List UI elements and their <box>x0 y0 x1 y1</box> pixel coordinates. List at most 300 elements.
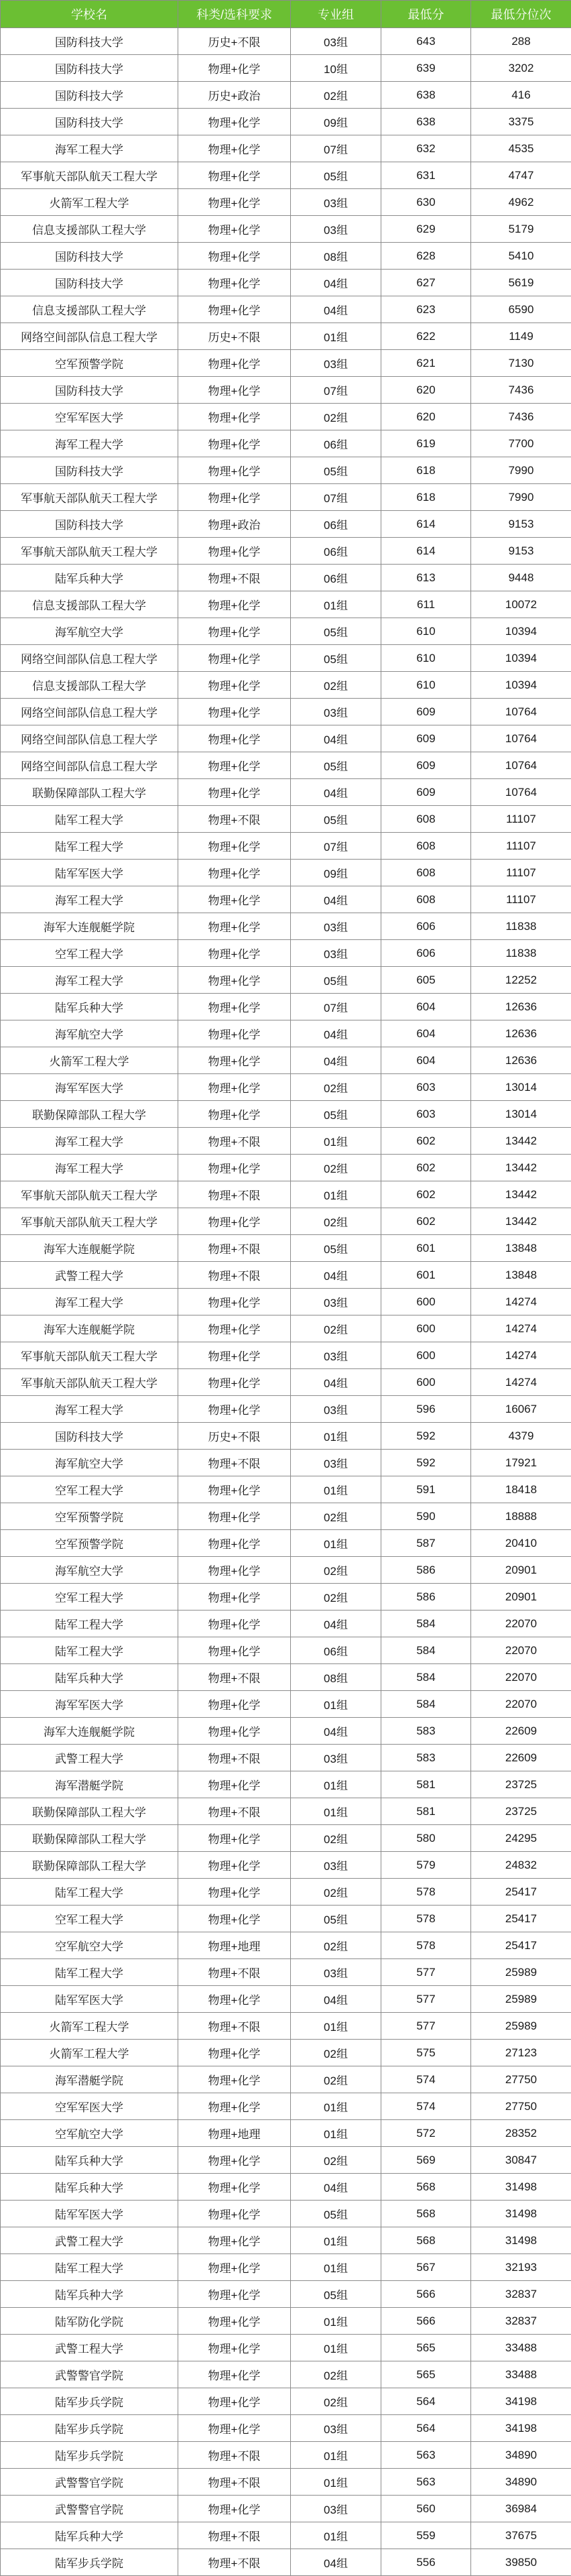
cell-min-rank: 34198 <box>471 2388 571 2415</box>
cell-min-rank: 34198 <box>471 2415 571 2442</box>
table-row <box>1 1718 571 1745</box>
table-row <box>1 1235 571 1262</box>
cell-major-group: 04组 <box>291 1718 381 1745</box>
table-row <box>1 2335 571 2361</box>
cell-min-score: 631 <box>381 162 471 189</box>
cell-major-group: 02组 <box>291 2361 381 2388</box>
cell-school-name: 陆军兵种大学 <box>1 565 178 591</box>
cell-major-group: 04组 <box>291 1262 381 1289</box>
cell-min-score: 568 <box>381 2227 471 2254</box>
cell-school-name: 海军工程大学 <box>1 1289 178 1315</box>
cell-min-rank: 25989 <box>471 1986 571 2013</box>
cell-major-group: 05组 <box>291 457 381 484</box>
cell-subject-requirement: 物理+化学 <box>178 1315 291 1342</box>
cell-subject-requirement: 物理+化学 <box>178 725 291 752</box>
cell-school-name: 网络空间部队信息工程大学 <box>1 752 178 779</box>
cell-major-group: 04组 <box>291 2549 381 2576</box>
cell-school-name: 国防科技大学 <box>1 1423 178 1450</box>
cell-major-group: 05组 <box>291 162 381 189</box>
cell-min-score: 610 <box>381 645 471 672</box>
cell-major-group: 05组 <box>291 752 381 779</box>
cell-min-score: 577 <box>381 1959 471 1986</box>
cell-min-score: 564 <box>381 2415 471 2442</box>
table-row <box>1 2415 571 2442</box>
cell-school-name: 武警警官学院 <box>1 2361 178 2388</box>
cell-school-name: 陆军工程大学 <box>1 1959 178 1986</box>
cell-min-rank: 36984 <box>471 2496 571 2522</box>
cell-min-score: 584 <box>381 1611 471 1637</box>
cell-min-rank: 7700 <box>471 430 571 457</box>
cell-min-score: 629 <box>381 216 471 243</box>
cell-min-rank: 24295 <box>471 1825 571 1852</box>
table-row <box>1 1101 571 1128</box>
cell-major-group: 02组 <box>291 1932 381 1959</box>
cell-min-rank: 11838 <box>471 940 571 967</box>
cell-school-name: 海军大连舰艇学院 <box>1 1315 178 1342</box>
cell-major-group: 03组 <box>291 2496 381 2522</box>
cell-subject-requirement: 物理+化学 <box>178 1771 291 1798</box>
table-row <box>1 860 571 886</box>
cell-min-score: 602 <box>381 1208 471 1235</box>
cell-school-name: 陆军步兵学院 <box>1 2415 178 2442</box>
cell-subject-requirement: 物理+化学 <box>178 270 291 296</box>
cell-min-rank: 11107 <box>471 860 571 886</box>
cell-subject-requirement: 物理+化学 <box>178 2227 291 2254</box>
cell-subject-requirement: 物理+化学 <box>178 1369 291 1396</box>
cell-major-group: 06组 <box>291 430 381 457</box>
cell-min-rank: 6590 <box>471 296 571 323</box>
cell-subject-requirement: 物理+化学 <box>178 1825 291 1852</box>
cell-major-group: 04组 <box>291 1611 381 1637</box>
cell-min-score: 583 <box>381 1718 471 1745</box>
cell-major-group: 02组 <box>291 2388 381 2415</box>
table-row <box>1 833 571 860</box>
cell-subject-requirement: 物理+化学 <box>178 1503 291 1530</box>
cell-major-group: 01组 <box>291 2254 381 2281</box>
cell-min-score: 609 <box>381 779 471 806</box>
cell-subject-requirement: 物理+化学 <box>178 1611 291 1637</box>
cell-school-name: 海军航空大学 <box>1 1020 178 1047</box>
cell-major-group: 02组 <box>291 1155 381 1181</box>
cell-subject-requirement: 物理+化学 <box>178 1208 291 1235</box>
table-row <box>1 270 571 296</box>
cell-school-name: 陆军兵种大学 <box>1 994 178 1020</box>
cell-school-name: 海军军医大学 <box>1 1074 178 1101</box>
cell-min-rank: 10394 <box>471 645 571 672</box>
cell-subject-requirement: 历史+政治 <box>178 82 291 109</box>
table-row <box>1 2308 571 2335</box>
cell-min-rank: 288 <box>471 28 571 55</box>
table-row <box>1 806 571 833</box>
cell-min-score: 610 <box>381 672 471 699</box>
table-row <box>1 1745 571 1771</box>
table-row <box>1 1208 571 1235</box>
cell-major-group: 04组 <box>291 1020 381 1047</box>
cell-min-score: 627 <box>381 270 471 296</box>
cell-major-group: 02组 <box>291 1825 381 1852</box>
cell-subject-requirement: 物理+化学 <box>178 1155 291 1181</box>
cell-subject-requirement: 物理+化学 <box>178 2040 291 2066</box>
cell-major-group: 03组 <box>291 1289 381 1315</box>
cell-school-name: 陆军步兵学院 <box>1 2442 178 2469</box>
cell-subject-requirement: 物理+化学 <box>178 591 291 618</box>
cell-min-rank: 16067 <box>471 1396 571 1423</box>
cell-min-rank: 14274 <box>471 1342 571 1369</box>
cell-school-name: 网络空间部队信息工程大学 <box>1 725 178 752</box>
cell-major-group: 05组 <box>291 2201 381 2227</box>
cell-school-name: 海军大连舰艇学院 <box>1 913 178 940</box>
table-row <box>1 752 571 779</box>
table-row <box>1 430 571 457</box>
cell-min-rank: 13442 <box>471 1128 571 1155</box>
cell-min-rank: 25417 <box>471 1932 571 1959</box>
cell-min-rank: 33488 <box>471 2335 571 2361</box>
cell-subject-requirement: 物理+化学 <box>178 216 291 243</box>
cell-subject-requirement: 物理+不限 <box>178 1745 291 1771</box>
cell-min-rank: 22070 <box>471 1691 571 1718</box>
cell-subject-requirement: 物理+化学 <box>178 296 291 323</box>
cell-min-score: 577 <box>381 2013 471 2040</box>
cell-school-name: 火箭军工程大学 <box>1 2013 178 2040</box>
cell-subject-requirement: 物理+化学 <box>178 457 291 484</box>
cell-major-group: 04组 <box>291 886 381 913</box>
table-row <box>1 2066 571 2093</box>
cell-min-score: 609 <box>381 752 471 779</box>
table-row <box>1 1852 571 1879</box>
cell-min-score: 606 <box>381 940 471 967</box>
table-row <box>1 1155 571 1181</box>
cell-min-rank: 10764 <box>471 725 571 752</box>
table-row <box>1 1128 571 1155</box>
cell-school-name: 海军大连舰艇学院 <box>1 1235 178 1262</box>
cell-subject-requirement: 物理+化学 <box>178 2415 291 2442</box>
cell-min-score: 606 <box>381 913 471 940</box>
cell-major-group: 07组 <box>291 833 381 860</box>
header-subject-requirement: 科类/选科要求 <box>178 1 291 28</box>
cell-major-group: 07组 <box>291 377 381 404</box>
cell-school-name: 海军工程大学 <box>1 1396 178 1423</box>
cell-school-name: 陆军军医大学 <box>1 1986 178 2013</box>
cell-school-name: 国防科技大学 <box>1 28 178 55</box>
table-row <box>1 1798 571 1825</box>
cell-major-group: 03组 <box>291 1959 381 1986</box>
cell-subject-requirement: 物理+化学 <box>178 1584 291 1611</box>
cell-subject-requirement: 物理+不限 <box>178 2549 291 2576</box>
cell-school-name: 网络空间部队信息工程大学 <box>1 645 178 672</box>
table-row <box>1 725 571 752</box>
cell-major-group: 02组 <box>291 1879 381 1906</box>
cell-subject-requirement: 物理+化学 <box>178 1074 291 1101</box>
cell-min-score: 586 <box>381 1557 471 1584</box>
cell-school-name: 空军预警学院 <box>1 1503 178 1530</box>
cell-subject-requirement: 物理+化学 <box>178 430 291 457</box>
cell-major-group: 01组 <box>291 323 381 350</box>
cell-min-rank: 12252 <box>471 967 571 994</box>
cell-school-name: 信息支援部队工程大学 <box>1 591 178 618</box>
cell-school-name: 联勤保障部队工程大学 <box>1 1852 178 1879</box>
cell-subject-requirement: 物理+化学 <box>178 2361 291 2388</box>
table-row <box>1 2522 571 2549</box>
cell-major-group: 05组 <box>291 618 381 645</box>
cell-min-score: 579 <box>381 1852 471 1879</box>
cell-school-name: 陆军兵种大学 <box>1 2147 178 2174</box>
cell-major-group: 05组 <box>291 806 381 833</box>
cell-min-score: 604 <box>381 1047 471 1074</box>
cell-school-name: 海军潜艇学院 <box>1 2066 178 2093</box>
cell-major-group: 02组 <box>291 1074 381 1101</box>
cell-subject-requirement: 物理+化学 <box>178 1986 291 2013</box>
cell-min-rank: 9448 <box>471 565 571 591</box>
cell-school-name: 海军工程大学 <box>1 886 178 913</box>
cell-school-name: 国防科技大学 <box>1 82 178 109</box>
table-row <box>1 296 571 323</box>
cell-school-name: 陆军军医大学 <box>1 860 178 886</box>
cell-min-score: 611 <box>381 591 471 618</box>
table-row <box>1 886 571 913</box>
cell-school-name: 军事航天部队航天工程大学 <box>1 538 178 565</box>
cell-min-score: 630 <box>381 189 471 216</box>
cell-min-score: 565 <box>381 2335 471 2361</box>
table-row <box>1 1289 571 1315</box>
cell-min-score: 581 <box>381 1771 471 1798</box>
cell-min-rank: 13848 <box>471 1235 571 1262</box>
cell-subject-requirement: 物理+化学 <box>178 2281 291 2308</box>
cell-min-rank: 25417 <box>471 1879 571 1906</box>
table-row <box>1 2147 571 2174</box>
cell-major-group: 02组 <box>291 1584 381 1611</box>
cell-min-rank: 18418 <box>471 1476 571 1503</box>
table-row <box>1 2040 571 2066</box>
cell-min-rank: 10764 <box>471 779 571 806</box>
cell-min-score: 608 <box>381 806 471 833</box>
cell-min-score: 569 <box>381 2147 471 2174</box>
cell-min-score: 622 <box>381 323 471 350</box>
cell-subject-requirement: 物理+化学 <box>178 1530 291 1557</box>
cell-subject-requirement: 物理+化学 <box>178 1396 291 1423</box>
cell-min-rank: 20901 <box>471 1557 571 1584</box>
table-row <box>1 2496 571 2522</box>
cell-min-score: 621 <box>381 350 471 377</box>
cell-subject-requirement: 物理+化学 <box>178 779 291 806</box>
cell-school-name: 陆军工程大学 <box>1 2254 178 2281</box>
cell-min-score: 596 <box>381 1396 471 1423</box>
cell-major-group: 06组 <box>291 1637 381 1664</box>
cell-school-name: 陆军步兵学院 <box>1 2549 178 2576</box>
cell-school-name: 联勤保障部队工程大学 <box>1 1798 178 1825</box>
cell-major-group: 06组 <box>291 538 381 565</box>
cell-min-rank: 5410 <box>471 243 571 270</box>
table-row <box>1 135 571 162</box>
cell-min-score: 578 <box>381 1932 471 1959</box>
cell-major-group: 02组 <box>291 2066 381 2093</box>
cell-major-group: 05组 <box>291 967 381 994</box>
table-row <box>1 457 571 484</box>
table-body <box>1 28 571 2576</box>
cell-major-group: 10组 <box>291 55 381 82</box>
cell-min-score: 614 <box>381 511 471 538</box>
cell-major-group: 03组 <box>291 1450 381 1476</box>
cell-min-score: 566 <box>381 2281 471 2308</box>
cell-subject-requirement: 物理+化学 <box>178 2308 291 2335</box>
cell-major-group: 03组 <box>291 2415 381 2442</box>
cell-major-group: 05组 <box>291 1101 381 1128</box>
table-row <box>1 779 571 806</box>
cell-subject-requirement: 物理+不限 <box>178 1128 291 1155</box>
cell-min-score: 628 <box>381 243 471 270</box>
cell-min-score: 601 <box>381 1235 471 1262</box>
table-row <box>1 1771 571 1798</box>
cell-school-name: 空军工程大学 <box>1 940 178 967</box>
cell-major-group: 01组 <box>291 1771 381 1798</box>
cell-min-score: 600 <box>381 1315 471 1342</box>
cell-min-rank: 12636 <box>471 1020 571 1047</box>
cell-major-group: 01组 <box>291 2522 381 2549</box>
cell-school-name: 海军工程大学 <box>1 967 178 994</box>
cell-min-rank: 13848 <box>471 1262 571 1289</box>
cell-min-rank: 31498 <box>471 2227 571 2254</box>
cell-major-group: 02组 <box>291 1557 381 1584</box>
cell-min-rank: 7436 <box>471 377 571 404</box>
cell-min-score: 600 <box>381 1342 471 1369</box>
cell-major-group: 01组 <box>291 1798 381 1825</box>
cell-subject-requirement: 物理+不限 <box>178 2013 291 2040</box>
cell-min-score: 638 <box>381 82 471 109</box>
cell-min-rank: 4747 <box>471 162 571 189</box>
cell-subject-requirement: 物理+化学 <box>178 886 291 913</box>
cell-major-group: 01组 <box>291 1691 381 1718</box>
cell-min-score: 610 <box>381 618 471 645</box>
table-row <box>1 1906 571 1932</box>
cell-min-score: 566 <box>381 2308 471 2335</box>
cell-min-score: 623 <box>381 296 471 323</box>
cell-school-name: 信息支援部队工程大学 <box>1 672 178 699</box>
cell-subject-requirement: 物理+化学 <box>178 2147 291 2174</box>
cell-min-score: 591 <box>381 1476 471 1503</box>
cell-min-score: 556 <box>381 2549 471 2576</box>
table-header <box>1 1 571 28</box>
cell-subject-requirement: 物理+不限 <box>178 565 291 591</box>
cell-min-rank: 39850 <box>471 2549 571 2576</box>
cell-min-score: 618 <box>381 457 471 484</box>
cell-school-name: 联勤保障部队工程大学 <box>1 1101 178 1128</box>
cell-min-rank: 7436 <box>471 404 571 430</box>
cell-subject-requirement: 物理+不限 <box>178 1664 291 1691</box>
cell-major-group: 04组 <box>291 2174 381 2201</box>
cell-major-group: 03组 <box>291 216 381 243</box>
cell-school-name: 空军军医大学 <box>1 404 178 430</box>
cell-subject-requirement: 物理+化学 <box>178 404 291 430</box>
cell-major-group: 03组 <box>291 913 381 940</box>
cell-school-name: 军事航天部队航天工程大学 <box>1 1181 178 1208</box>
cell-school-name: 军事航天部队航天工程大学 <box>1 1208 178 1235</box>
cell-min-score: 567 <box>381 2254 471 2281</box>
cell-subject-requirement: 物理+化学 <box>178 1879 291 1906</box>
cell-min-score: 609 <box>381 725 471 752</box>
cell-major-group: 03组 <box>291 28 381 55</box>
cell-school-name: 信息支援部队工程大学 <box>1 216 178 243</box>
table-row <box>1 377 571 404</box>
cell-min-rank: 1149 <box>471 323 571 350</box>
table-row <box>1 2227 571 2254</box>
table-row <box>1 189 571 216</box>
cell-school-name: 海军航空大学 <box>1 1450 178 1476</box>
cell-subject-requirement: 物理+化学 <box>178 672 291 699</box>
cell-school-name: 武警工程大学 <box>1 2335 178 2361</box>
cell-major-group: 04组 <box>291 725 381 752</box>
cell-min-score: 608 <box>381 833 471 860</box>
cell-min-rank: 32837 <box>471 2281 571 2308</box>
cell-min-rank: 37675 <box>471 2522 571 2549</box>
cell-major-group: 04组 <box>291 1986 381 2013</box>
table-row <box>1 1342 571 1369</box>
cell-min-rank: 11838 <box>471 913 571 940</box>
cell-min-score: 614 <box>381 538 471 565</box>
cell-school-name: 武警工程大学 <box>1 1745 178 1771</box>
cell-min-score: 608 <box>381 860 471 886</box>
cell-school-name: 火箭军工程大学 <box>1 189 178 216</box>
cell-min-rank: 22070 <box>471 1637 571 1664</box>
cell-min-score: 564 <box>381 2388 471 2415</box>
cell-major-group: 09组 <box>291 860 381 886</box>
cell-subject-requirement: 物理+化学 <box>178 833 291 860</box>
cell-major-group: 05组 <box>291 2281 381 2308</box>
cell-major-group: 03组 <box>291 1852 381 1879</box>
cell-min-rank: 4962 <box>471 189 571 216</box>
header-min-score: 最低分 <box>381 1 471 28</box>
cell-subject-requirement: 物理+化学 <box>178 860 291 886</box>
table-row <box>1 2201 571 2227</box>
cell-min-rank: 14274 <box>471 1289 571 1315</box>
cell-min-score: 608 <box>381 886 471 913</box>
cell-school-name: 海军工程大学 <box>1 135 178 162</box>
cell-major-group: 06组 <box>291 511 381 538</box>
cell-min-score: 601 <box>381 1262 471 1289</box>
cell-major-group: 08组 <box>291 1664 381 1691</box>
cell-min-score: 586 <box>381 1584 471 1611</box>
table-row <box>1 967 571 994</box>
cell-school-name: 武警警官学院 <box>1 2496 178 2522</box>
table-row <box>1 2254 571 2281</box>
header-major-group: 专业组 <box>291 1 381 28</box>
table-row <box>1 565 571 591</box>
table-row <box>1 2093 571 2120</box>
table-row <box>1 699 571 725</box>
cell-min-score: 600 <box>381 1369 471 1396</box>
cell-min-score: 577 <box>381 1986 471 2013</box>
cell-school-name: 火箭军工程大学 <box>1 2040 178 2066</box>
cell-major-group: 02组 <box>291 1208 381 1235</box>
cell-min-rank: 25417 <box>471 1906 571 1932</box>
cell-subject-requirement: 物理+地理 <box>178 1932 291 1959</box>
cell-min-score: 581 <box>381 1798 471 1825</box>
cell-min-rank: 24832 <box>471 1852 571 1879</box>
cell-school-name: 空军预警学院 <box>1 350 178 377</box>
cell-min-rank: 22609 <box>471 1718 571 1745</box>
cell-subject-requirement: 物理+化学 <box>178 538 291 565</box>
cell-subject-requirement: 物理+化学 <box>178 1101 291 1128</box>
cell-min-rank: 22070 <box>471 1611 571 1637</box>
cell-min-score: 590 <box>381 1503 471 1530</box>
table-row <box>1 538 571 565</box>
cell-major-group: 01组 <box>291 1476 381 1503</box>
table-row <box>1 591 571 618</box>
cell-min-rank: 12636 <box>471 1047 571 1074</box>
cell-min-rank: 27123 <box>471 2040 571 2066</box>
cell-major-group: 03组 <box>291 699 381 725</box>
cell-major-group: 01组 <box>291 2335 381 2361</box>
cell-major-group: 02组 <box>291 672 381 699</box>
table-row <box>1 109 571 135</box>
